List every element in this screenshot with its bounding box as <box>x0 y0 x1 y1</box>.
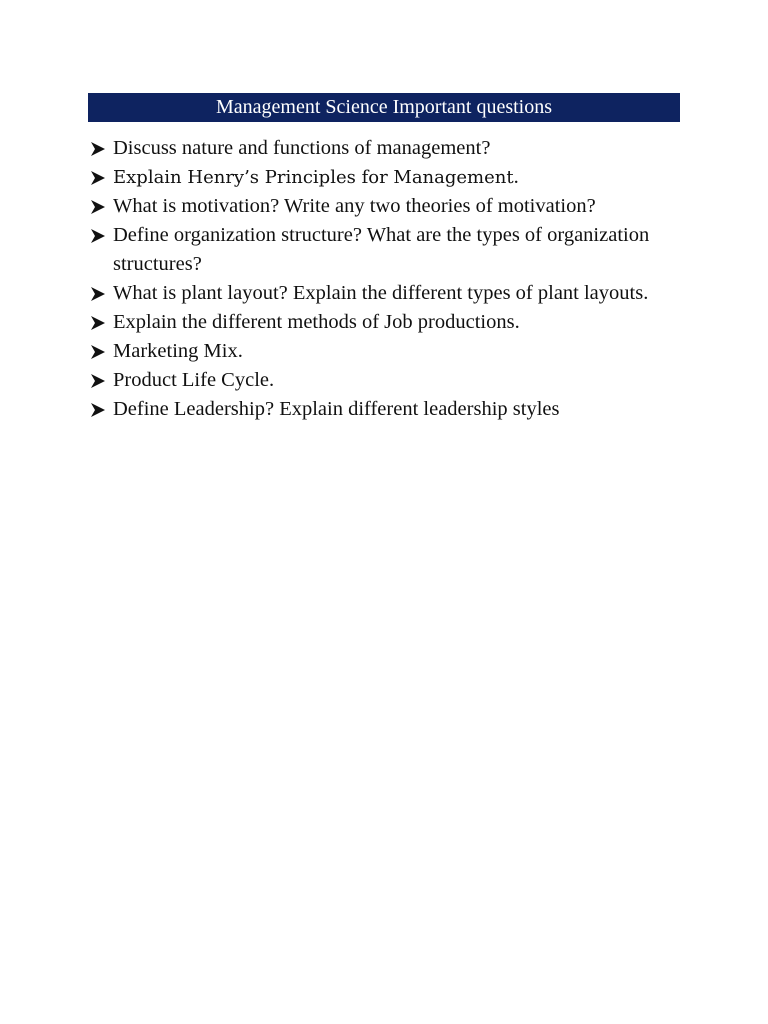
document-title: Management Science Important questions <box>88 93 680 122</box>
list-item <box>88 279 688 308</box>
question-text: Product Life Cycle. <box>113 369 275 391</box>
question-list <box>88 134 688 424</box>
question-text: What is motivation? Write any two theories of motivation? <box>113 195 596 217</box>
arrowhead-bullet-icon <box>90 337 108 366</box>
arrowhead-bullet-icon <box>90 192 108 221</box>
list-item <box>88 163 688 192</box>
question-text: Discuss nature and functions of management? <box>113 137 491 159</box>
arrowhead-bullet-icon <box>90 308 108 337</box>
question-text: What is plant layout? Explain the different types of plant layouts. <box>113 282 649 304</box>
list-item <box>88 308 688 337</box>
list-item <box>88 395 688 424</box>
list-item <box>88 192 688 221</box>
question-text: Define organization structure? What are the types of organization structures? <box>113 224 650 275</box>
question-text: Marketing Mix. <box>113 340 243 362</box>
list-item <box>88 221 688 279</box>
arrowhead-bullet-icon <box>90 366 108 395</box>
arrowhead-bullet-icon <box>90 163 108 192</box>
list-item <box>88 134 688 163</box>
arrowhead-bullet-icon <box>90 395 108 424</box>
arrowhead-bullet-icon <box>90 221 108 250</box>
arrowhead-bullet-icon <box>90 134 108 163</box>
question-text: Explain the different methods of Job productions. <box>113 311 520 333</box>
list-item <box>88 366 688 395</box>
question-text: Define Leadership? Explain different leadership styles <box>113 398 560 420</box>
arrowhead-bullet-icon <box>90 279 108 308</box>
question-trailing-punctuation: . <box>513 166 519 188</box>
list-item <box>88 337 688 366</box>
question-text: Explain Henry’s Principles for Management <box>113 167 514 188</box>
